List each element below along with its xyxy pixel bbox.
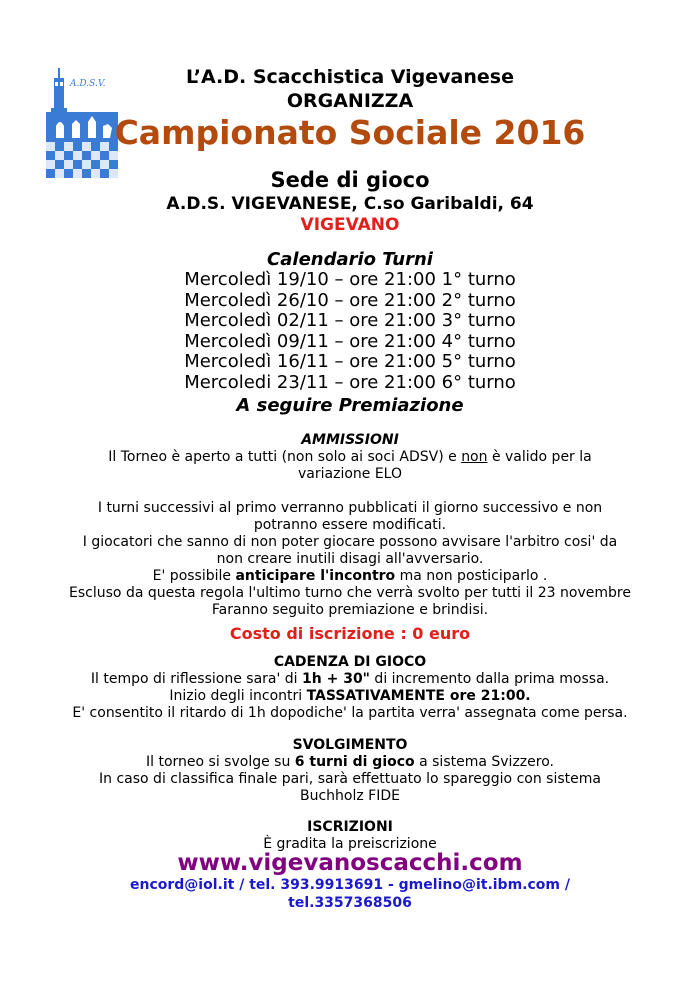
admissions-p4 xyxy=(60,568,640,585)
calendar-round: Mercoledì 16/11 – ore 21:00 5° turno xyxy=(184,351,516,372)
contact-info xyxy=(110,876,590,912)
time-control-l1-a: Il tempo di riflessione sara' di xyxy=(90,671,303,687)
calendar-list xyxy=(0,270,700,393)
admissions-p2: I turni successivi al primo verranno pubblicati il giorno successivo e non potranno essere modificati. xyxy=(97,500,603,533)
admissions-p4-c: ma non posticiparlo . xyxy=(395,568,548,584)
registration-heading: ISCRIZIONI xyxy=(307,819,393,835)
calendar-heading: Calendario Turni xyxy=(267,249,433,270)
venue-address: A.D.S. VIGEVANESE, C.so Garibaldi, 64 xyxy=(166,194,534,214)
time-control-l2-bold: TASSATIVAMENTE ore 21:00. xyxy=(306,688,531,704)
admissions-p5: Escluso da questa regola l'ultimo turno che verrà svolto per tutti il 23 novembre xyxy=(69,585,631,601)
calendar-round: Mercoledì 26/10 – ore 21:00 2° turno xyxy=(184,289,516,311)
time-control-heading: CADENZA DI GIOCO xyxy=(273,654,427,670)
admissions-p1 xyxy=(60,449,640,483)
calendar-round: Mercoledi 23/11 – ore 21:00 6° turno xyxy=(184,371,516,393)
registration-section xyxy=(60,819,640,853)
calendar-round: Mercoledì 02/11 – ore 21:00 3° turno xyxy=(184,310,516,331)
time-control-l3: E' consentito il ritardo di 1h dopodiche' la partita verra' assegnata come persa. xyxy=(72,705,628,721)
calendar-round: Mercoledì 19/10 – ore 21:00 1° turno xyxy=(184,269,516,290)
time-control-l2 xyxy=(60,688,640,705)
time-control-l1 xyxy=(60,671,640,688)
contact-line-1[interactable]: encord@iol.it / tel. 393.9913691 - gmelino@it.ibm.com / xyxy=(130,877,570,893)
venue-city: VIGEVANO xyxy=(300,215,400,235)
time-control-l2-a: Inizio degli incontri xyxy=(169,688,307,704)
admissions-heading: AMMISSIONI xyxy=(301,432,399,448)
admissions-p3: I giocatori che sanno di non poter giocare possono avvisare l'arbitro cosi' da non creare inutili disagi all'avversario. xyxy=(82,534,618,567)
organizza-label: ORGANIZZA xyxy=(286,90,414,112)
admissions-p1-underline: non xyxy=(461,449,488,465)
admissions-p1-b: è valido per la variazione ELO xyxy=(298,449,592,482)
time-control-l1-bold: 1h + 30" xyxy=(302,671,370,687)
contact-line-2[interactable]: tel.3357368506 xyxy=(288,895,412,911)
calendar-footer: A seguire Premiazione xyxy=(236,395,464,416)
entry-fee: Costo di iscrizione : 0 euro xyxy=(229,624,471,643)
format-section xyxy=(60,737,640,805)
admissions-p4-bold: anticipare l'incontro xyxy=(235,568,396,584)
organizer-name: L’A.D. Scacchistica Vigevanese xyxy=(186,66,514,88)
venue-heading: Sede di gioco xyxy=(270,168,430,192)
format-l1-c: a sistema Svizzero. xyxy=(414,754,554,770)
admissions-p6: Faranno seguito premiazione e brindisi. xyxy=(211,602,489,618)
format-l1-a: Il torneo si svolge su xyxy=(146,754,295,770)
format-l1-bold: 6 turni di gioco xyxy=(294,754,415,770)
calendar-round: Mercoledì 09/11 – ore 21:00 4° turno xyxy=(184,330,516,352)
event-title: Campionato Sociale 2016 xyxy=(114,113,586,152)
time-control-l1-c: di incremento dalla prima mossa. xyxy=(369,671,610,687)
format-l2: In caso di classifica finale pari, sarà effettuato lo spareggio con sistema Buchholz FIDE xyxy=(99,771,601,804)
admissions-p1-a: Il Torneo è aperto a tutti (non solo ai soci ADSV) e xyxy=(108,449,462,465)
admissions-p4-a: E' possibile xyxy=(152,568,236,584)
registration-l1: È gradita la preiscrizione xyxy=(263,836,437,852)
time-control-section xyxy=(60,654,640,722)
website-link[interactable]: www.vigevanoscacchi.com xyxy=(177,850,523,876)
format-heading: SVOLGIMENTO xyxy=(292,737,408,753)
logo-text: A.D.S.V. xyxy=(70,79,106,89)
format-l1 xyxy=(60,754,640,771)
admissions-section xyxy=(60,432,640,619)
